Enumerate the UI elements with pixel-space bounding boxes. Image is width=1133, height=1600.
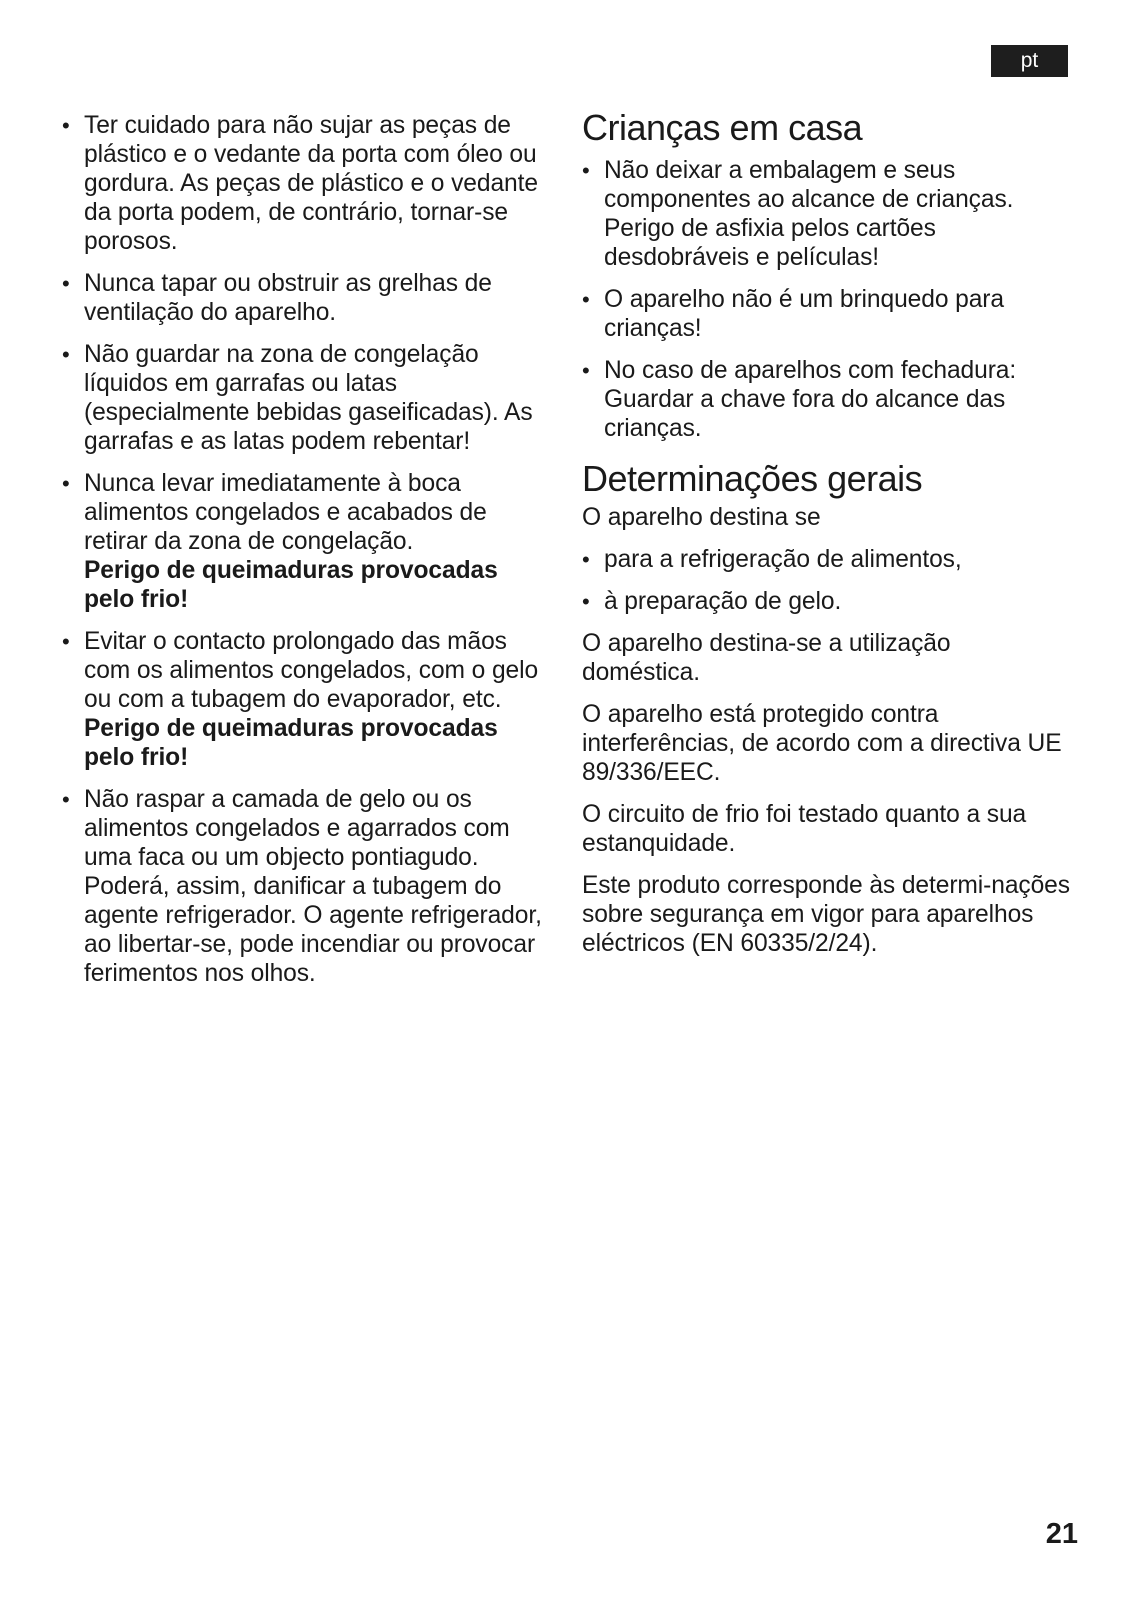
section-heading-children: Crianças em casa <box>582 107 863 148</box>
item-text: para a refrigeração de alimentos, <box>604 546 962 573</box>
paragraph: O circuito de frio foi testado quanto a sua estanquidade. <box>582 801 1027 857</box>
item-text: Não guardar na zona de congelação líquidos em garrafas ou latas (especialmente bebidas gaseificadas). As garrafas e as latas podem rebentar! <box>84 341 533 455</box>
list-item <box>582 285 1072 343</box>
item-text: Não raspar a camada de gelo ou os alimentos congelados e agarrados com uma faca ou um objecto pontiagudo. Poderá, assim, danificar a tubagem do agente refrigerador. O agente refrigerador, ao libertar-se, pode incendiar ou provocar ferimentos nos olhos. <box>84 786 542 987</box>
children-list <box>582 156 1072 443</box>
list-item <box>62 340 552 456</box>
list-item <box>582 545 1072 574</box>
list-item <box>62 469 552 614</box>
bullet-icon: • <box>62 271 70 296</box>
list-item <box>62 269 552 327</box>
bullet-icon: • <box>62 113 70 138</box>
language-badge: pt <box>991 45 1068 77</box>
bullet-icon: • <box>62 629 70 654</box>
item-text: O aparelho não é um brinquedo para crianças! <box>604 286 1004 342</box>
bullet-icon: • <box>582 547 590 572</box>
list-item <box>582 156 1072 272</box>
page-number: 21 <box>1045 1518 1078 1550</box>
list-item <box>582 587 1072 616</box>
bullet-icon: • <box>582 589 590 614</box>
item-text: Não deixar a embalagem e seus componentes ao alcance de crianças. Perigo de asfixia pelos cartões desdobráveis e películas! <box>604 157 1014 271</box>
list-item <box>62 627 552 772</box>
bullet-icon: • <box>62 342 70 367</box>
right-column <box>582 106 1072 971</box>
item-text: Evitar o contacto prolongado das mãos com os alimentos congelados, com o gelo ou com a tubagem do evaporador, etc. <box>84 628 539 713</box>
item-text: Ter cuidado para não sujar as peças de plástico e o vedante da porta com óleo ou gordura. As peças de plástico e o vedante da porta podem, de contrário, tornar-se porosos. <box>84 112 538 255</box>
item-warning: Perigo de queimaduras provocadas pelo frio! <box>84 557 498 613</box>
paragraph: Este produto corresponde às determi-nações sobre segurança em vigor para aparelhos eléctricos (EN 60335/2/24). <box>582 872 1070 957</box>
item-text: Nunca tapar ou obstruir as grelhas de ventilação do aparelho. <box>84 270 492 326</box>
bullet-icon: • <box>62 471 70 496</box>
bullet-icon: • <box>582 358 590 383</box>
bullet-icon: • <box>582 158 590 183</box>
paragraph: O aparelho destina-se a utilização doméstica. <box>582 630 951 686</box>
list-item <box>582 356 1072 443</box>
list-item <box>62 785 552 988</box>
item-text: No caso de aparelhos com fechadura: Guardar a chave fora do alcance das crianças. <box>604 357 1017 442</box>
paragraph: O aparelho está protegido contra interferências, de acordo com a directiva UE 89/336/EEC. <box>582 701 1062 786</box>
bullet-icon: • <box>582 287 590 312</box>
item-text: Nunca levar imediatamente à boca alimentos congelados e acabados de retirar da zona de congelação. <box>84 470 487 555</box>
intro-paragraph: O aparelho destina se <box>582 504 821 531</box>
section-heading-general: Determinações gerais <box>582 458 923 499</box>
bullet-icon: • <box>62 787 70 812</box>
safety-list <box>62 111 552 988</box>
left-column <box>62 111 552 1001</box>
item-text: à preparação de gelo. <box>604 588 842 615</box>
list-item <box>62 111 552 256</box>
purpose-list <box>582 545 1072 616</box>
item-warning: Perigo de queimaduras provocadas pelo frio! <box>84 715 498 771</box>
